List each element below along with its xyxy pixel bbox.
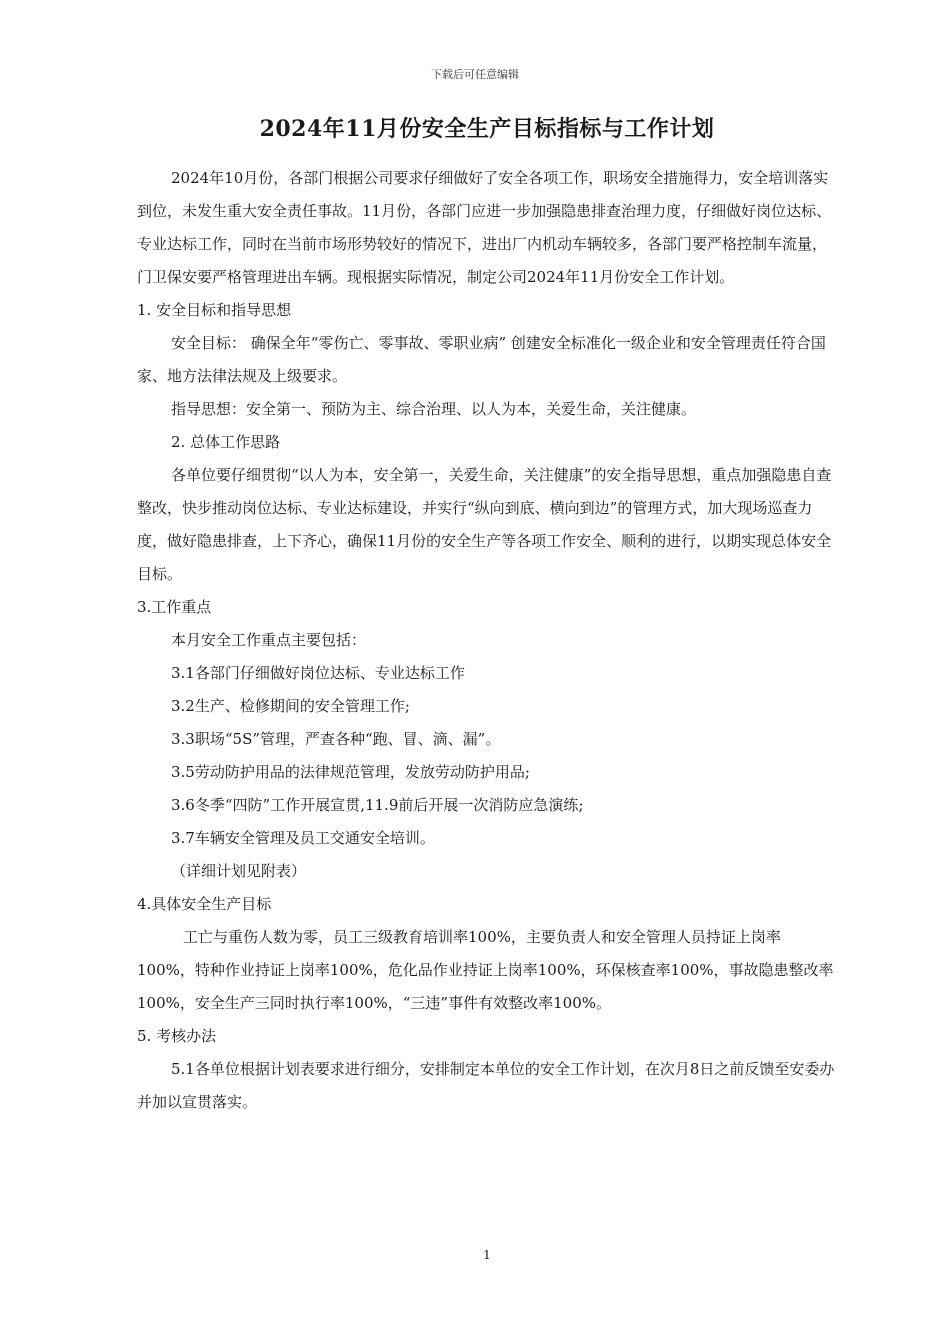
section2-heading: 2. 总体工作思路	[171, 433, 281, 451]
page-number: 1	[483, 1248, 491, 1262]
section1-goal: 安全目标： 确保全年“零伤亡、零事故、零职业病” 创建安全标准化一级企业和安全管理责任符合国家、地方法律法规及上级要求。	[137, 334, 826, 385]
list-item: 3.1各部门仔细做好岗位达标、专业达标工作	[171, 664, 465, 682]
list-item: 3.2生产、检修期间的安全管理工作;	[171, 697, 410, 715]
section4-heading: 4.具体安全生产目标	[137, 895, 272, 913]
list-item: 3.5劳动防护用品的法律规范管理，发放劳动防护用品;	[171, 763, 530, 781]
section2-text: 各单位要仔细贯彻“以人为本，安全第一，关爱生命，关注健康”的安全指导思想，重点加强隐患自查整改，快步推动岗位达标、专业达标建设，并实行“纵向到底、横向到边”的管理方式，加大现场巡查力度，做好隐患排查，上下齐心，确保11月份的安全生产等各项工作安全、顺利的进行，以期实现总体安全目标。	[137, 466, 832, 583]
document-title: 2024年11月份安全生产目标指标与工作计划	[259, 116, 715, 142]
list-item: 3.6冬季“四防”工作开展宣贯,11.9前后开展一次消防应急演练;	[171, 796, 584, 814]
section1-heading: 1. 安全目标和指导思想	[137, 301, 292, 319]
intro-paragraph: 2024年10月份，各部门根据公司要求仔细做好了安全各项工作，职场安全措施得力，安全培训落实到位，未发生重大安全责任事故。11月份，各部门应进一步加强隐患排查治理力度，仔细做好岗位达标、专业达标工作，同时在当前市场形势较好的情况下，进出厂内机动车辆较多，各部门要严格控制车流量，门卫保安要严格管理进出车辆。现根据实际情况，制定公司2024年11月份安全工作计划。	[137, 169, 832, 286]
section5-text: 5.1各单位根据计划表要求进行细分，安排制定本单位的安全工作计划，在次月8日之前反馈至安委办并加以宣贯落实。	[137, 1060, 835, 1111]
section4-text: 工亡与重伤人数为零，员工三级教育培训率100%，主要负责人和安全管理人员持证上岗率100%，特种作业持证上岗率100%，危化品作业持证上岗率100%，环保核查率100%，事故隐患整改率100%，安全生产三同时执行率100%，“三违”事件有效整改率100%。	[137, 928, 834, 1012]
section3-lead: 本月安全工作重点主要包括：	[171, 631, 367, 649]
section3-heading: 3.工作重点	[137, 598, 212, 616]
section5-heading: 5. 考核办法	[137, 1027, 217, 1045]
header-note: 下载后可任意编辑	[431, 68, 519, 81]
section3-note: （详细计划见附表）	[171, 862, 307, 880]
section1-guideline: 指导思想：安全第一、预防为主、综合治理、以人为本，关爱生命，关注健康。	[171, 400, 697, 418]
list-item: 3.7车辆安全管理及员工交通安全培训。	[171, 829, 435, 847]
list-item: 3.3职场“5S”管理，严查各种“跑、冒、滴、漏”。	[171, 730, 501, 748]
document-body	[137, 162, 837, 1119]
